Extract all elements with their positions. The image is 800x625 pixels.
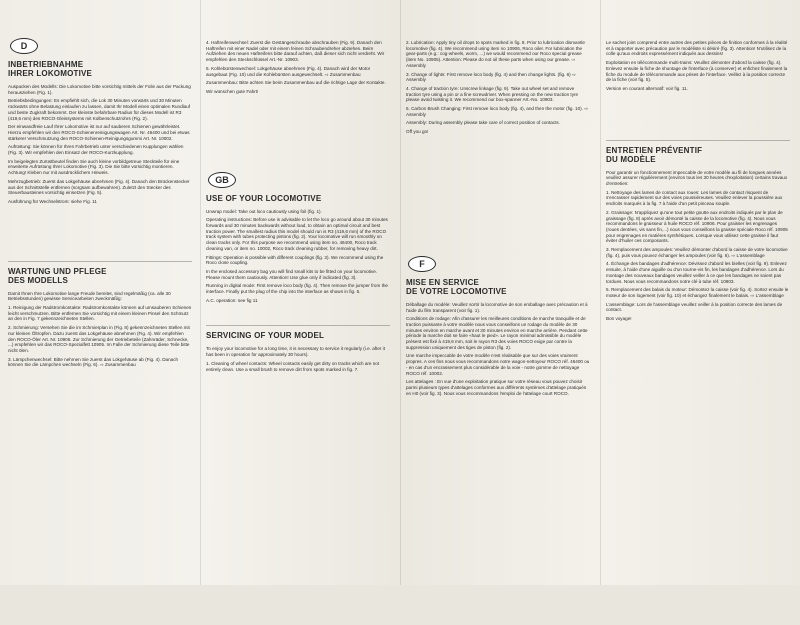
column-english-french (406, 0, 590, 625)
section-title-entretien: ENTRETIEN PRÉVENTIF DU MODÈLE (606, 145, 703, 164)
paragraph: 3. Lämpchenwechsel: Bitte nehmen Sie zuerst das Lokgehäuse ab (Fig. 4). Danach können Sie die Lämpchen wechseln (Fig. 6). ⇨ Zusammenbau (8, 356, 179, 368)
paragraph: 5. Remplacement des balais du moteur: Démontez la caisse (voir fig. 4). Sortez ensuite le moteur de son logement (voir fig. 10) et échangez finalement le balais. ⇨ L'assemblage (606, 287, 789, 298)
paragraph: 2. Graissage: N'appliquez qu'une tout petite goutte aux endroits indiqués par le plan de graissage (fig. 8) après avoir démonté la caisse de la locomotive (fig. 4). Nous vous recommandons le graisseur à huile ROCO réf. 10906. Pour graisser les engrenages (roues dentées, vis sans fin,...) nous vous conseillons la graisse spéciale Roco réf. 10905 pour engrenages en matières synthétiques. Lorsque vous utilisez cette graisse il faut éviter d'huiler ces composants. (606, 209, 788, 244)
section-title-inbetriebnahme: INBETRIEBNAHME IHRER LOKOMOTIVE (8, 60, 93, 78)
spacer (206, 98, 390, 172)
paragraph: 3. Remplacement des ampoules: Veuillez démonter d'abord la caisse de votre locomotive (fig. 4), puis vous pouvez échanger les ampoules (voir fig. 6). ⇨ L'assemblage (606, 247, 788, 258)
paragraph: 5. Carbon Brush Changing: First remove loco body (fig. 4), and then the motor (fig. 10). ⇨ Assembly (406, 106, 589, 117)
language-badge-gb: GB (208, 172, 236, 188)
paragraph: Der einwandfreie Lauf Ihrer Lokomotive ist nur auf sauberen Schienen gewährleistet. Hierzu empfehlen wir den ROCO-Schienenreinigungswagen Art. Nr. 46400 und bei etwas stärkerer Verschmutzung den ROCO-Schienen-Reinigungsgummi Art. Nr. 10002. (8, 124, 190, 141)
column-german-english (206, 0, 390, 625)
paragraph: Betriebsbedingungen: Es empfiehlt sich, die Lok 30 Minuten vorwärts und 30 Minuten rückwärts ohne Belastung einlaufen zu lassen, damit Ihr Modell einen optimalen Rundlauf und beste Zugkraft bekommt. Der kleinste befahrbare Radius für dieses Modell ist R3 (419,6 mm) des ROCO-Gleissystems mit Kolbenschutzrohrs (Fig. 2). (8, 98, 191, 121)
paragraph: 4. Échange des bandages d'adhérence: Dévissez d'abord les bielles (voir fig. 9). Enlevez ensuite, à l'aide d'une aiguille ou d'un tourne-vis fin, les bandages d'adhérence. Lors du montage des nouveaux bandages veuillez veiller à ce que les bandages ne soient pas tordues. Nous vous recommandons notre clé à tube réf. 10903. (606, 261, 787, 284)
spacer (406, 138, 590, 256)
section-divider (206, 325, 390, 326)
paragraph: L'assemblage: Lors de l'assemblage veuillez veiller à la position correcte des lames de contact. (606, 301, 783, 313)
section-divider (8, 261, 192, 262)
paragraph: Zusammenbau: Bitte achten Sie beim Zusammenbau auf die richtige Lage der Kontakte. (206, 80, 386, 86)
paragraph: 3. Change of lights: First remove loco body (fig. 4) and then change lights. (fig. 6) ⇨ Assembly (406, 71, 576, 83)
paragraph: In the enclosed accessory bag you will find small kits to be fitted on your locomotive. Please mount them cautiously. Attention! Use glue only if indicated (fig. 3). (206, 268, 378, 280)
column-french (606, 0, 790, 625)
paragraph: Version en courant alternatif: voir fig. 11. (606, 85, 688, 91)
paragraph: Im beigelegten Zurüstbeutel finden Sie auch kleine vorbildgetreue Steckteile für eine erweiterte Aufrüstung Ihrer Lokomotive (Fig. 3). Die Sie bitte vorsichtig montieren. Achtung! Kleben nur mit ausdrücklichem Hinweis. (8, 158, 180, 176)
section-title-use: USE OF YOUR LOCOMOTIVE (206, 193, 322, 203)
paragraph: Wir wünschen gute Fahrt! (206, 88, 259, 94)
paragraph: Assembly: During assembly please take care of correct position of contacts. (406, 120, 560, 126)
paragraph: Les attelages : En vue d'une exploitation pratique sur votre réseau vous pouvez choisir parmi plusieurs types d'attelages conformes aux différents systèmes d'attelage pratiqués en H0 (voir fig. 3). Nous vous recommandons l'emploi de l'attelage court ROCO. (406, 379, 587, 396)
language-badge-f: F (408, 256, 436, 272)
paragraph: Mehrzugbetrieb: Zuerst das Lokgehäuse abnehmen (Fig. 4). Danach den Brückenstecker aus der Schnittstelle entfernen (sorgsam aufbewahren). Zuletzt den Stecker des Steuerbausteines vorsichtig einsetzen (Fig. 5). (8, 178, 190, 196)
paragraph: 2. Lubrication: Apply tiny oil drops to spots marked in fig. 8. Prior to lubrication dismantle locomotive (fig. 4). We recommend using item no 10906, Roco oiler. For lubrication the gear-parts (e.g.: cog-wheels, worm, ...) we would recommend our Roco special grease (item No. 10905). Attention: Please do not oil these parts when using our grease. ⇨ Assembly (406, 40, 585, 68)
paragraph: 2. Schmierung: Versehen Sie die im Schmierplan in (Fig. 8) gekennzeichneten Stellen mit nur kleinen Öltropfen. Dazu zuerst das Lokgehäuse abnehmen (Fig. 4). Wir empfehlen den ROCO-Öler Art. Nr. 10906. Zur Schmierung der Getriebeteile (Zahnräder, Schnecke, ...) empfehlen wir das ROCO-Spezialfett 10905. Im Falle der Schmierung diese Teile bitte nicht ölen. (8, 325, 190, 353)
paragraph: Exploitation en télécommande multi-trains: Veuillez démonter d'abord la caisse (fig. 4). Enlevez ensuite la fiche de shuntage de l'interface (à conserver) et enfichez finalement la fiche du module de télécommande aux prises de l'interface. Veillez à la position correcte de la fiche (voir fig. 5). (606, 60, 788, 83)
section-title-mise-en-service: MISE EN SERVICE DE VOTRE LOCOMOTIVE (406, 277, 507, 296)
paragraph: Pour garantir un fonctionnement impeccable de votre modèle au fil de longues années veuillez assurer régulièrement (environ tous les 30 heures d'exploitation) certains travaux d'entretien: (606, 169, 788, 187)
fold-line (600, 0, 601, 585)
paragraph: 1. Cleaning of wheel contacts: Wheel contacts easily get dirty on tracks which are not entirely clean. Use a small brush to remove dirt from spots marked in fig. 7. (206, 360, 380, 372)
paragraph: Le sachet joint comprend entre autres des petites pièces de finition conformes à la réalité et à rapporter avec précaution par le modéliste si désiré (fig. 3). Attention! N'utilisez de la colle qu'aux endroits expressément indiqués aux dessins! (606, 40, 788, 57)
language-badge-de: D (10, 38, 38, 54)
paragraph: 1. Nettoyage des lames de contact aux roues: Les lames de contact risquent de s'encrasser rapidement sur des voies poussiéreuses. Veuillez enlever la poussière aux endroits marqués à la fig. 7 à l'aide d'un petit pinceau souple. (606, 189, 783, 207)
section-divider (606, 140, 790, 141)
paragraph: Auspacken des Modells: Die Lokomotive bitte vorsichtig mittels der Folie aus der Packung herausziehen (Fig. 1). (8, 84, 191, 95)
paragraph: Une marche impeccable de votre modèle n'est réalisable que sur des voies vraiment propres. A ces fins nous vous recommandons notre wagon-nettoyeur ROCO réf. 46400 ou - en cas d'un encrassement plus considérable de la voie - notre gomme de nettoyage ROCO réf. 10002. (406, 353, 590, 376)
paragraph: Déballage du modèle: Veuillez sortir la locomotive de son emballage avec précaution et à l'aide du film transparent (voir fig. 1). (406, 301, 588, 313)
paragraph: Off you go! (406, 129, 429, 135)
paragraph: To enjoy your locomotive for a long time, it is necessary to service it regularly (i.e. after it has been in operation for approximately 30 hours). (206, 346, 385, 358)
paragraph: Bon voyage! (606, 316, 632, 322)
paragraph: Damit Ihnen Ihre Lokomotive lange Freude bereitet, sind regelmäßig (ca. alle 30 Betriebsstunden) gewisse Servicearbeiten zweckmäßig: (8, 290, 171, 302)
section-title-wartung: WARTUNG UND PFLEGE DES MODELLS (8, 266, 107, 285)
paragraph: Fittings: Operation is possible with different couplings (fig. 3). We recommend using the Roco close coupling. (206, 254, 384, 266)
column-german (8, 0, 192, 623)
fold-line (200, 0, 201, 585)
paragraph: Conditions de rodage: Afin d'assurer les meilleures conditions de marche tranquille et de traction puissante à votre modèle nous vous conseillons un rodage du modèle de 30 minutes environ en marche avant et 30 minutes environ en marche arrière. Pendant cette période la marche doit se faire «haut le pied». Le rayon minimal admissible du modèle présent est fixé à 419,6 mm, soit le rayon R3 des voies ROCO exige par contre la suppression uniquement des tiges de piston (fig. 2). (406, 316, 588, 350)
section-title-servicing: SERVICING OF YOUR MODEL (206, 331, 325, 341)
paragraph: Operating instructions: Before use is advisable to let the loco go around about 30 minutes forwards and 30 minutes backwards without load, to obtain an optimal circuit and best traction power. The smallest radius this model should run is R3 (419,6 mm) of the ROCO track system with tubes protecting pistons (fig. 2). Your locomotive will run smoothly on clean tracks only. For this purpose we recommend using item no. 46400, Roco track cleaning van, or item no. 10002, Roco track cleaning rubber, for removing heavy dirt. (206, 217, 388, 251)
paragraph: Running in digital mode: First remove loco body (fig. 4). Then remove the jumper from the interface. Finally put the plug of the chip into the interface as shown in fig. 5. (206, 283, 388, 295)
paragraph: 4. Haftreifenwechsel: Zuerst die Gestängeschraube abschrauben (Fig. 9). Danach den Haftreifen mit einer Nadel oder mit einem feinen Schraubendreher abziehen. Beim Aufziehen des neuen Haftreifens bitte darauf achten, daß dieser sich nicht verdreht. Wir empfehlen den Steckschlüssel Art.-Nr. 10903. (206, 40, 385, 63)
paragraph: 1. Reinigung der Radstromkontakte: Radstromkontakte können auf umsauberen Schienen leicht verschmutzen. Bitte entfernen Sie vorsichtig mit einem kleinen Pinsel den Schmutz an den in Fig. 7 gekennzeichneten Stellen. (8, 305, 192, 322)
paragraph: 5. Kohlebürstenwechsel: Lokgehäuse abnehmen (Fig. 4). Danach wird der Motor ausgebaut (Fig. 10) und die Kohlebürsten ausgewechselt. ⇨ Zusammenbau (206, 65, 371, 77)
paragraph: 4. Change of traction tyre: Unscrew linkage (fig. 9). Take out wheel set and remove traction tyre using a pin or a fine screwdriver. When pressing on the new traction tyre please avoid twisting it. We recommend our box-spanner Art.-No. 10903. (406, 85, 579, 103)
paragraph: A.C. operation: see fig 11 (206, 297, 258, 303)
fold-line (400, 0, 401, 585)
paragraph: Ausführung für Wechselstrom: siehe Fig. 11 (8, 198, 97, 204)
paragraph: Aufrüstung: Sie können für Ihren Fahrbetrieb unter verschiedenen Kupplungen wählen (Fig. 3). Wir empfehlen den Einsatz der ROCO-Kurzkupplung. (8, 144, 184, 156)
paragraph: Unwrap model: Take out loco cautiously using foil (fig. 1). (206, 208, 322, 214)
